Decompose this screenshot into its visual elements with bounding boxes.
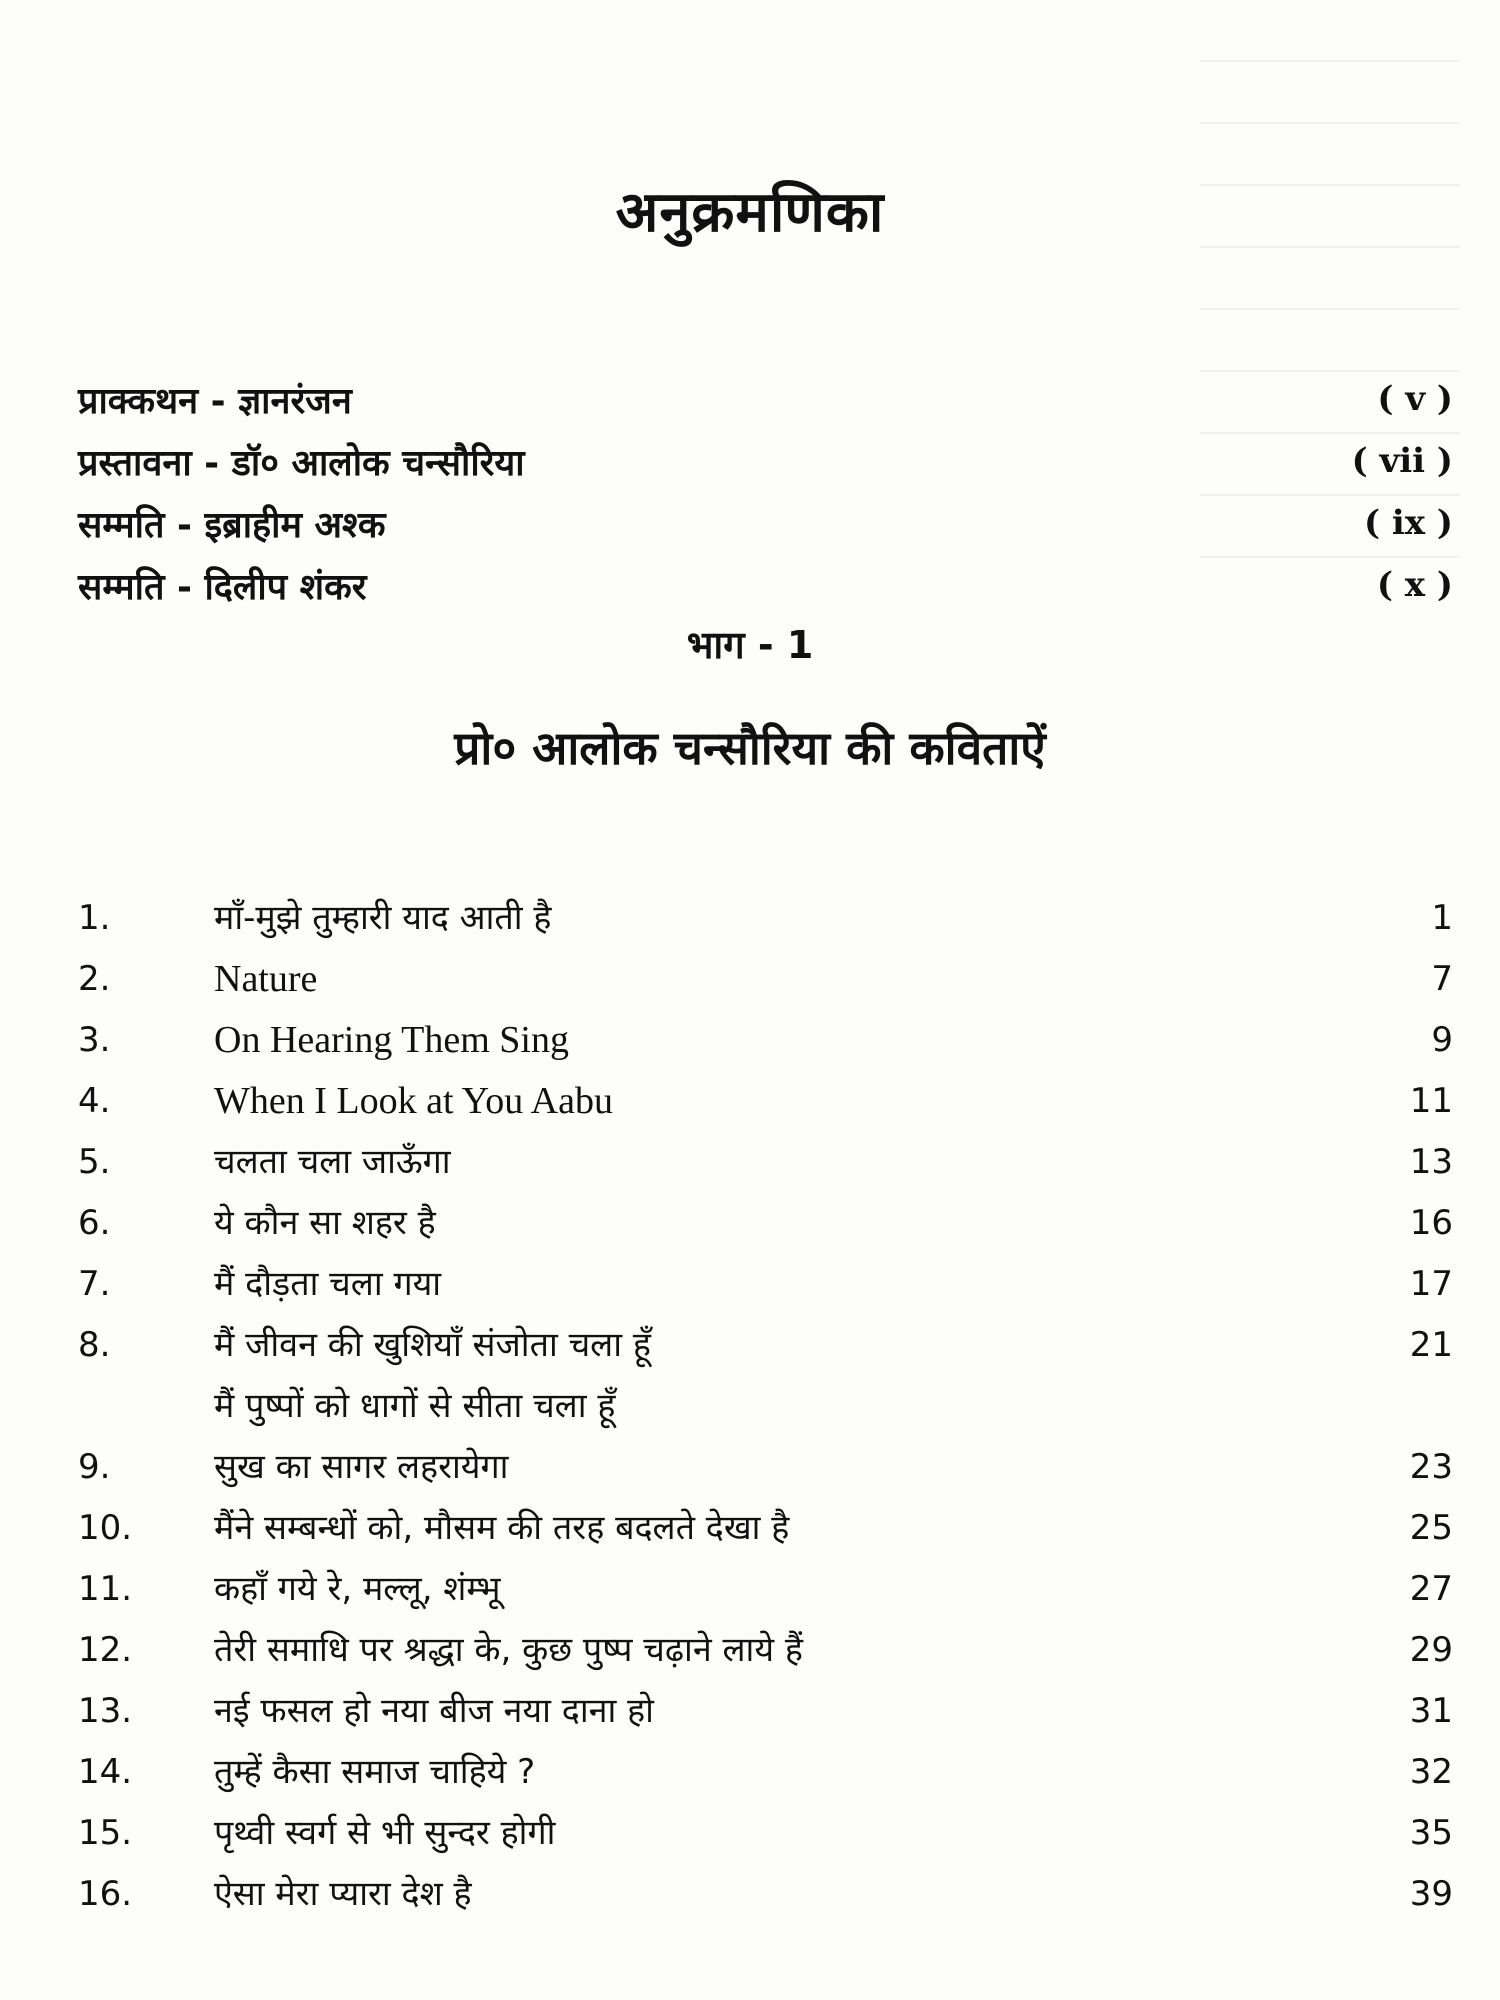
- toc-entry: [78, 1010, 1453, 1071]
- front-matter-item: [78, 368, 1453, 430]
- entry-title: [214, 1620, 1333, 1681]
- entry-page: 39: [1409, 1874, 1453, 1914]
- front-matter-list: [78, 368, 1453, 616]
- front-matter-page: ( ix ): [1363, 503, 1453, 543]
- entry-title: [214, 1132, 1333, 1193]
- entry-title-line: मैं दौड़ता चला गया: [214, 1264, 442, 1304]
- entry-page: 13: [1409, 1142, 1453, 1182]
- entry-title-line: कहाँ गये रे, मल्लू, शंम्भू: [214, 1569, 501, 1609]
- toc-entry: [78, 1803, 1453, 1864]
- front-matter-item: [78, 554, 1453, 616]
- entry-title-line: पृथ्वी स्वर्ग से भी सुन्दर होगी: [214, 1813, 556, 1853]
- entry-page: 32: [1409, 1752, 1453, 1792]
- entry-title-line: तेरी समाधि पर श्रद्धा के, कुछ पुष्प चढ़ाने लाये हैं: [214, 1630, 803, 1670]
- entry-title: [214, 1559, 1333, 1620]
- toc-entry: [78, 888, 1453, 949]
- entry-page: 21: [1409, 1325, 1453, 1365]
- entry-number: 9.: [78, 1447, 111, 1487]
- entry-page: 23: [1409, 1447, 1453, 1487]
- toc-entry: [78, 949, 1453, 1010]
- entry-title-line: Nature: [214, 958, 318, 1000]
- entry-page: 35: [1409, 1813, 1453, 1853]
- front-matter-item: [78, 492, 1453, 554]
- entry-title-line: ऐसा मेरा प्यारा देश है: [214, 1874, 472, 1914]
- entry-page: 11: [1409, 1081, 1453, 1121]
- entry-title-line: माँ-मुझे तुम्हारी याद आती है: [214, 898, 552, 938]
- entry-page: 31: [1409, 1691, 1453, 1731]
- front-matter-title: प्राक्कथन - ज्ञानरंजन: [78, 380, 352, 422]
- entry-number: 12.: [78, 1630, 133, 1670]
- toc-entry: [78, 1254, 1453, 1315]
- entry-number: 15.: [78, 1813, 133, 1853]
- entry-number: 7.: [78, 1264, 111, 1304]
- toc-entry: [78, 1071, 1453, 1132]
- entry-page: 7: [1431, 959, 1453, 999]
- entry-title: [214, 1742, 1333, 1803]
- entry-page: 17: [1409, 1264, 1453, 1304]
- entry-title-line: ये कौन सा शहर है: [214, 1203, 436, 1243]
- entry-number: 6.: [78, 1203, 111, 1243]
- toc-entry: [78, 1315, 1453, 1437]
- entry-title-line: तुम्हें कैसा समाज चाहिये ?: [214, 1752, 536, 1792]
- entry-title: [214, 1071, 1333, 1132]
- entry-title: [214, 949, 1333, 1010]
- entry-title: [214, 1254, 1333, 1315]
- part-title: प्रो० आलोक चन्सौरिया की कविताऐं: [454, 721, 1046, 775]
- front-matter-title: सम्मति - दिलीप शंकर: [78, 566, 367, 608]
- page-title: अनुक्रमणिका: [615, 180, 885, 245]
- front-matter-page: ( vii ): [1351, 441, 1453, 481]
- entry-number: 5.: [78, 1142, 111, 1182]
- entry-title: [214, 1437, 1333, 1498]
- entry-number: 16.: [78, 1874, 133, 1914]
- front-matter-title: सम्मति - इब्राहीम अश्क: [78, 504, 386, 546]
- entry-title: [214, 1193, 1333, 1254]
- entry-title-line: मैं जीवन की खुशियाँ संजोता चला हूँ: [214, 1325, 651, 1365]
- entry-title: [214, 1498, 1333, 1559]
- entry-page: 9: [1431, 1020, 1453, 1060]
- entry-page: 16: [1409, 1203, 1453, 1243]
- entry-number: 3.: [78, 1020, 111, 1060]
- entry-number: 13.: [78, 1691, 133, 1731]
- entry-title: [214, 1681, 1333, 1742]
- toc-entry: [78, 1620, 1453, 1681]
- entry-title: [214, 1803, 1333, 1864]
- entry-title-line: सुख का सागर लहरायेगा: [214, 1447, 509, 1487]
- toc-entry: [78, 1498, 1453, 1559]
- entry-page: 1: [1431, 898, 1453, 938]
- entry-title: [214, 1010, 1333, 1071]
- entry-number: 10.: [78, 1508, 133, 1548]
- toc-entry: [78, 1437, 1453, 1498]
- entry-page: 29: [1409, 1630, 1453, 1670]
- toc-entry: [78, 1681, 1453, 1742]
- front-matter-page: ( x ): [1376, 565, 1453, 605]
- entry-number: 2.: [78, 959, 111, 999]
- entry-page: 25: [1409, 1508, 1453, 1548]
- entry-title: [214, 1864, 1333, 1925]
- entry-number: 11.: [78, 1569, 133, 1609]
- front-matter-title: प्रस्तावना - डॉ० आलोक चन्सौरिया: [78, 442, 525, 484]
- toc-entry: [78, 1742, 1453, 1803]
- front-matter-item: [78, 430, 1453, 492]
- toc-list: [78, 888, 1453, 1925]
- entry-number: 1.: [78, 898, 111, 938]
- entry-number: 14.: [78, 1752, 133, 1792]
- part-label: भाग - 1: [686, 623, 814, 667]
- front-matter-page: ( v ): [1377, 379, 1453, 419]
- toc-entry: [78, 1132, 1453, 1193]
- toc-entry: [78, 1559, 1453, 1620]
- entry-page: 27: [1409, 1569, 1453, 1609]
- toc-entry: [78, 1864, 1453, 1925]
- entry-title-line: When I Look at You Aabu: [214, 1080, 613, 1122]
- entry-title-line: चलता चला जाऊँगा: [214, 1142, 451, 1182]
- entry-title-line: मैंने सम्बन्धों को, मौसम की तरह बदलते देखा है: [214, 1508, 790, 1548]
- entry-title-line: On Hearing Them Sing: [214, 1019, 569, 1061]
- entry-title: [214, 888, 1333, 949]
- entry-title-line: मैं पुष्पों को धागों से सीता चला हूँ: [214, 1386, 616, 1426]
- entry-number: 8.: [78, 1325, 111, 1365]
- entry-number: 4.: [78, 1081, 111, 1121]
- entry-title-line: नई फसल हो नया बीज नया दाना हो: [214, 1691, 654, 1731]
- toc-entry: [78, 1193, 1453, 1254]
- entry-title: [214, 1315, 1333, 1437]
